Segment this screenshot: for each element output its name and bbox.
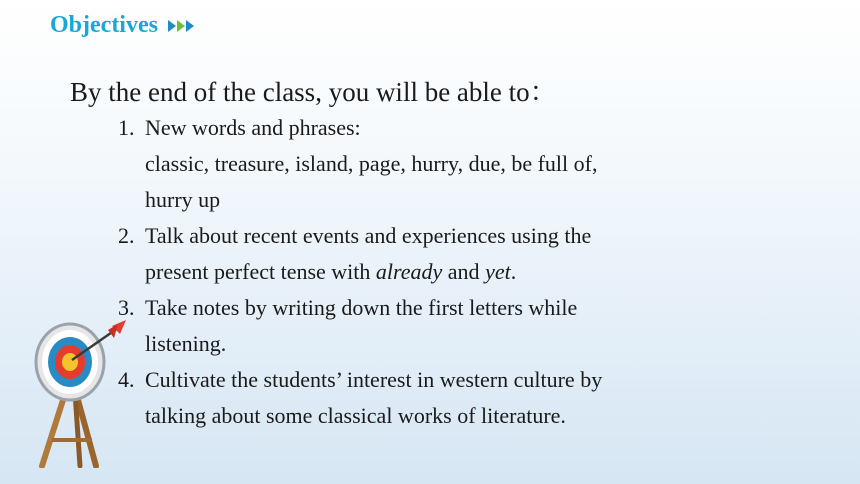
item-number: 2. xyxy=(118,223,135,248)
list-item xyxy=(118,362,718,434)
list-item xyxy=(118,218,718,290)
item-line: listening. xyxy=(145,331,227,356)
item-emphasis: already xyxy=(375,259,443,284)
item-line: Cultivate the students’ interest in western culture by xyxy=(145,367,603,392)
item-number: 1. xyxy=(118,115,135,140)
title-text: Objectives xyxy=(50,12,158,38)
archery-target-icon xyxy=(22,318,134,468)
item-emphasis: yet xyxy=(485,259,511,284)
list-item xyxy=(118,110,718,218)
list-item xyxy=(118,290,718,362)
item-line: classic, treasure, island, page, hurry, due, be full of, xyxy=(145,151,598,176)
item-line: Take notes by writing down the first letters while xyxy=(145,295,578,320)
item-line xyxy=(145,254,718,290)
triple-arrow-icon xyxy=(168,20,194,32)
item-text: present perfect tense with xyxy=(145,259,376,284)
item-line: talking about some classical works of literature. xyxy=(145,403,566,428)
item-number: 4. xyxy=(118,367,135,392)
item-line: Talk about recent events and experiences using the xyxy=(145,223,592,248)
objectives-list xyxy=(118,110,718,434)
item-line: hurry up xyxy=(145,187,221,212)
intro-text: By the end of the class, you will be able to： xyxy=(70,77,557,107)
item-line: New words and phrases: xyxy=(145,115,361,140)
item-text: . xyxy=(510,259,517,284)
item-text: and xyxy=(442,259,486,284)
slide-title xyxy=(50,12,194,39)
item-number: 3. xyxy=(118,295,135,320)
